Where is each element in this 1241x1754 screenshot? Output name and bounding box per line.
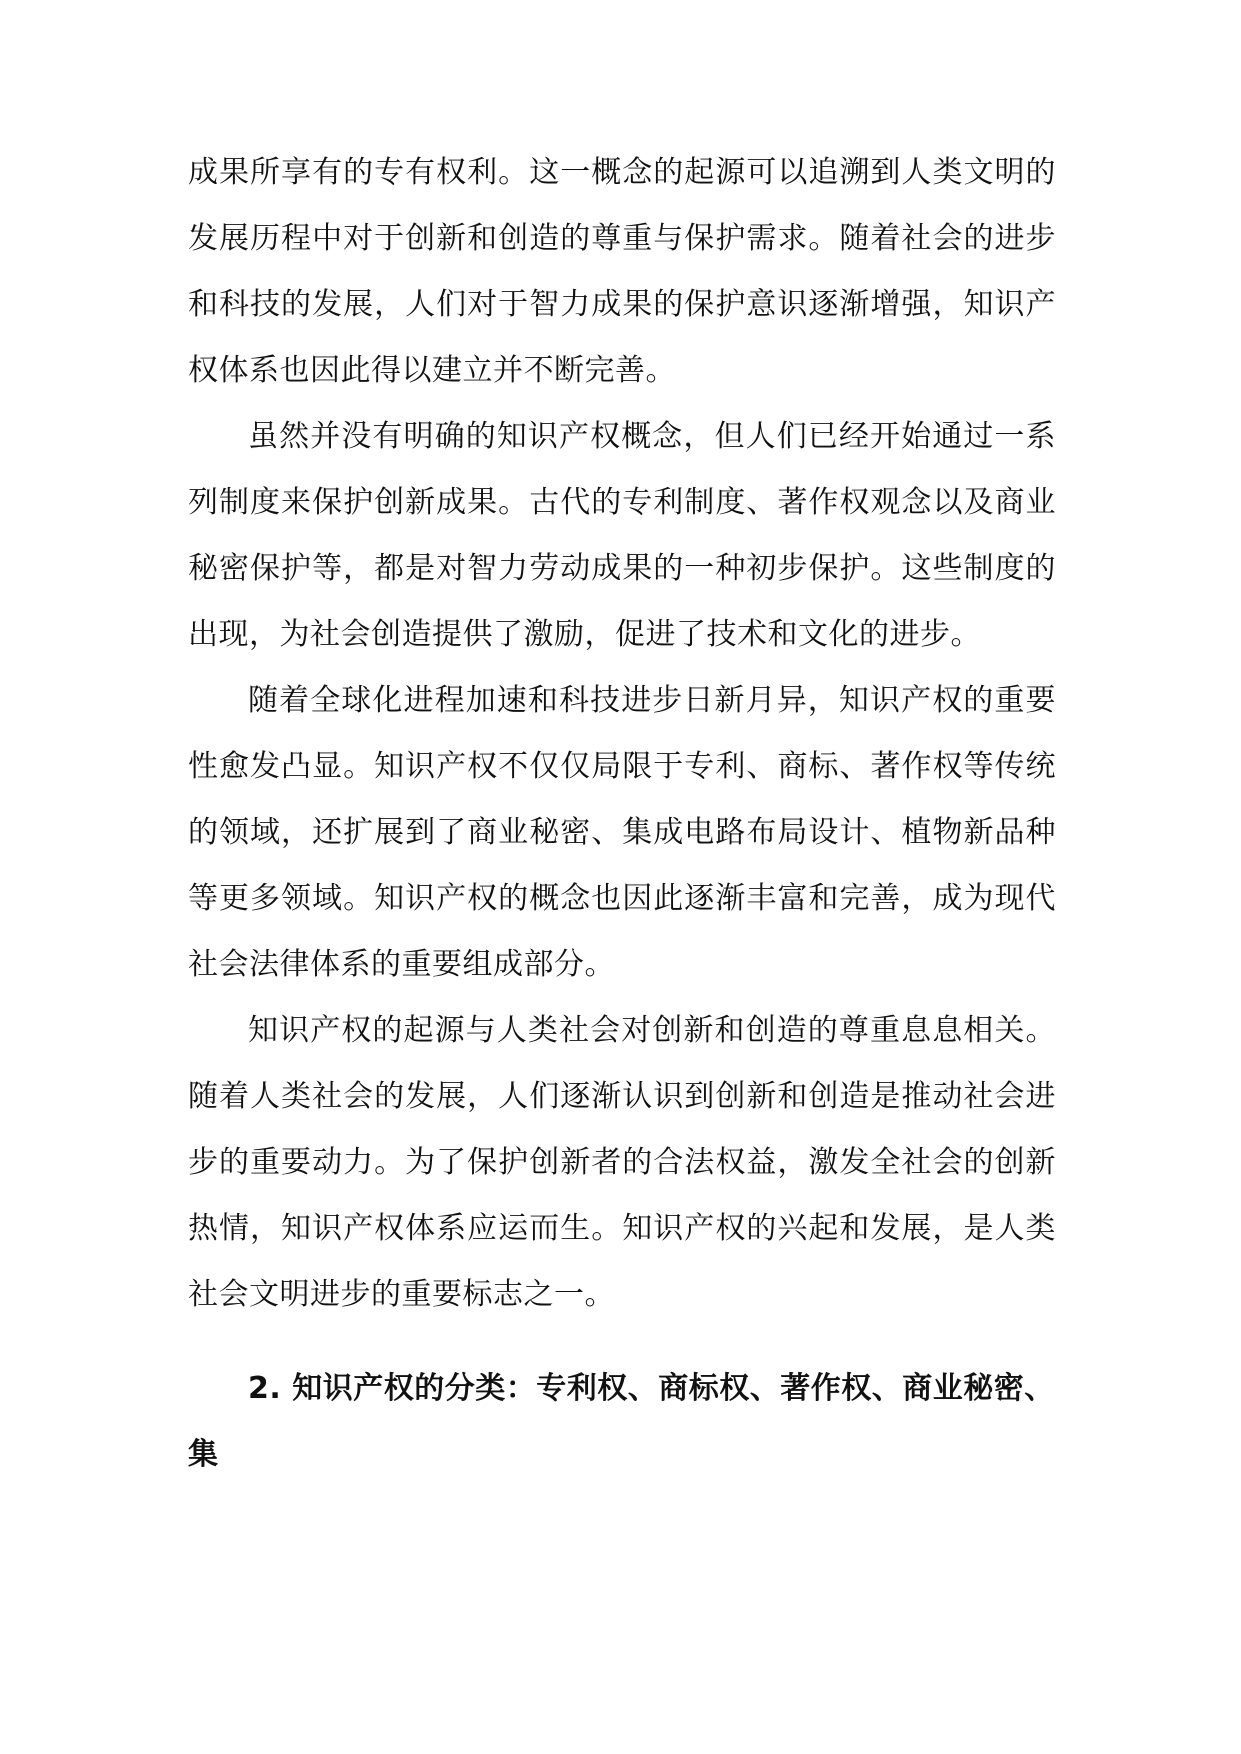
paragraph-3: 随着全球化进程加速和科技进步日新月异，知识产权的重要性愈发凸显。知识产权不仅仅局限于专利、商标、著作权等传统的领域，还扩展到了商业秘密、集成电路布局设计、植物新品种等更多领域。知识产权的概念也因此逐渐丰富和完善，成为现代社会法律体系的重要组成部分。 xyxy=(188,683,1056,982)
section-heading: 2. 知识产权的分类：专利权、商标权、著作权、商业秘密、集 xyxy=(188,1371,1055,1472)
paragraph-1: 成果所享有的专有权利。这一概念的起源可以追溯到人类文明的发展历程中对于创新和创造的尊重与保护需求。随着社会的进步和科技的发展，人们对于智力成果的保护意识逐渐增强，知识产权体系也因此得以建立并不断完善。 xyxy=(188,155,1056,388)
paragraph-2: 虽然并没有明确的知识产权概念，但人们已经开始通过一系列制度来保护创新成果。古代的专利制度、著作权观念以及商业秘密保护等，都是对智力劳动成果的一种初步保护。这些制度的出现，为社会创造提供了激励，促进了技术和文化的进步。 xyxy=(188,419,1056,652)
paragraph-4: 知识产权的起源与人类社会对创新和创造的尊重息息相关。随着人类社会的发展，人们逐渐认识到创新和创造是推动社会进步的重要动力。为了保护创新者的合法权益，激发全社会的创新热情，知识产权体系应运而生。知识产权的兴起和发展，是人类社会文明进步的重要标志之一。 xyxy=(188,1013,1056,1312)
document-body xyxy=(188,140,1056,1488)
